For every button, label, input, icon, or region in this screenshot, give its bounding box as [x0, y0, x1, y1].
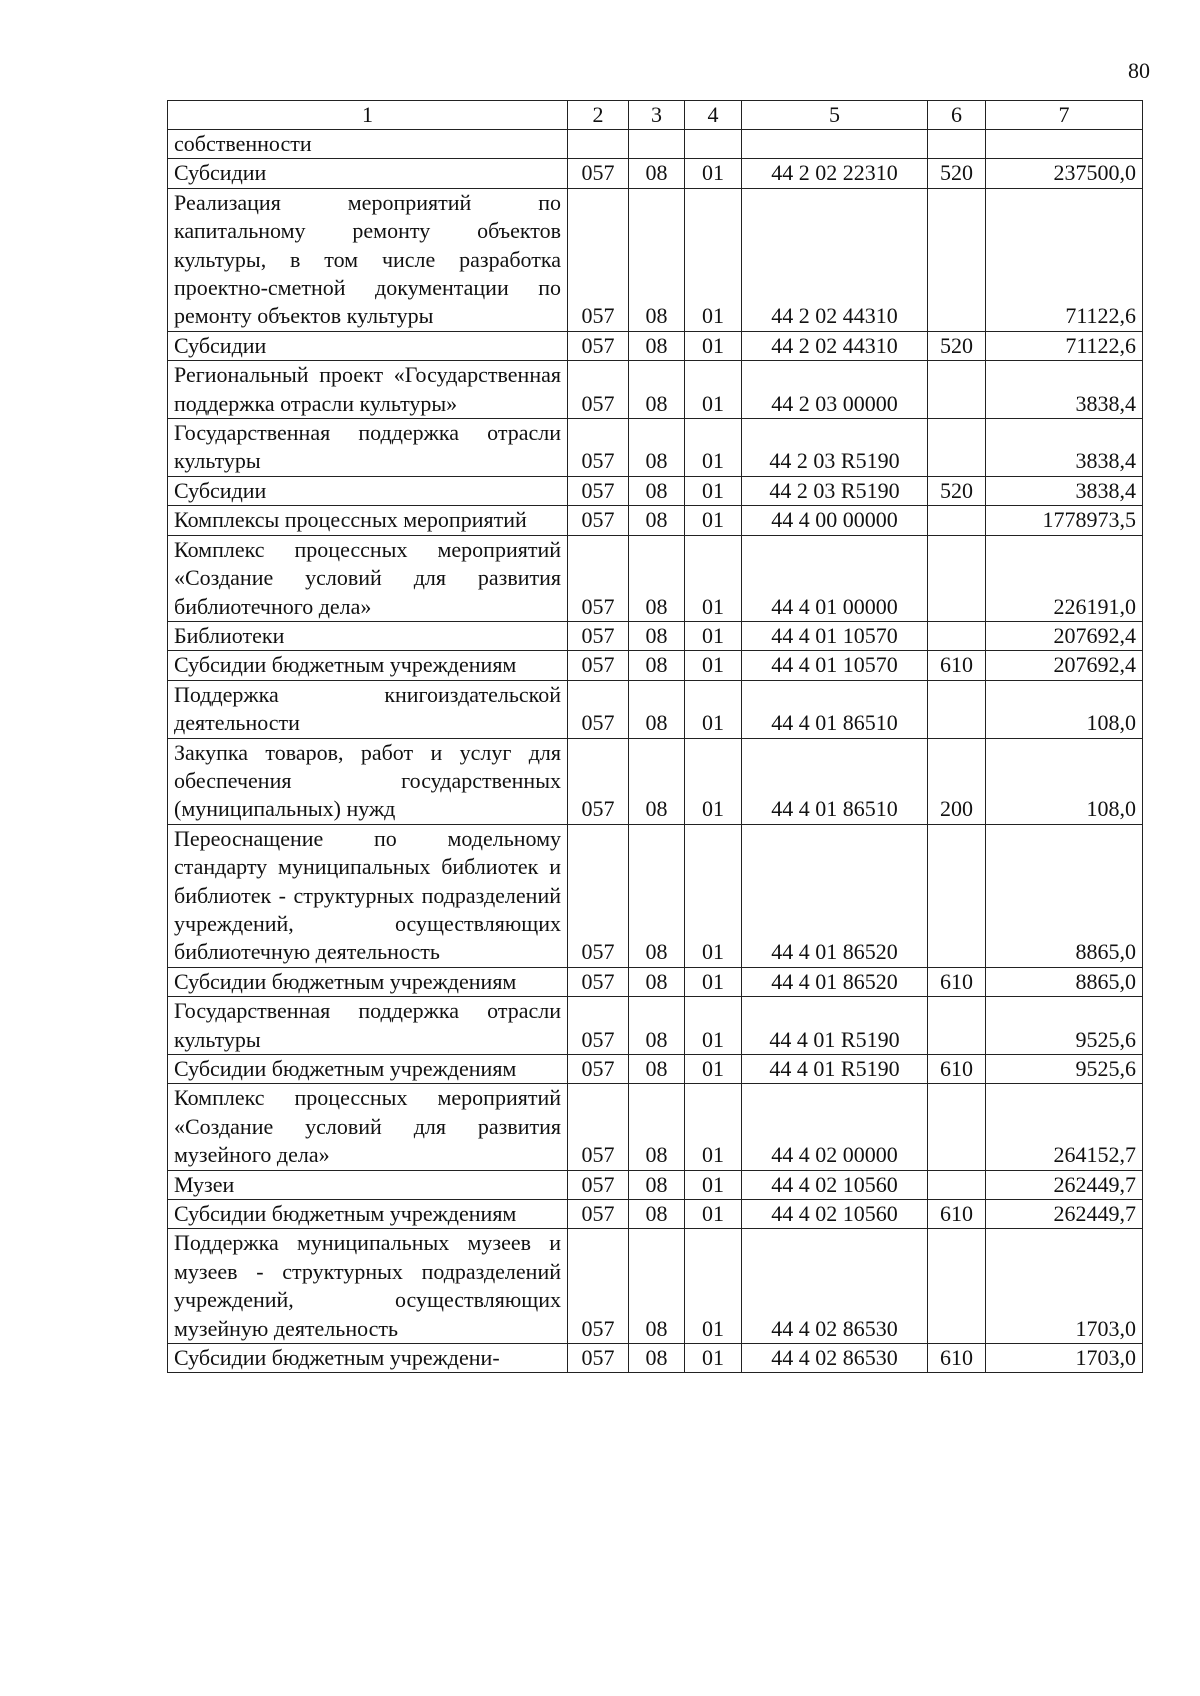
section-cell: 08	[629, 1200, 685, 1229]
table-row	[168, 1084, 1143, 1170]
subsection-cell: 01	[685, 361, 742, 419]
subsection-cell: 01	[685, 476, 742, 505]
header-cell: 5	[742, 101, 928, 130]
section-cell: 08	[629, 1055, 685, 1084]
section-cell: 08	[629, 997, 685, 1055]
expense-type-cell: 520	[928, 476, 986, 505]
subsection-cell: 01	[685, 1200, 742, 1229]
section-cell: 08	[629, 1084, 685, 1170]
table-row	[168, 331, 1143, 360]
row-name-cell: Переоснащение по модельному стандарту муниципальных библиотек и библиотек - структурных подразделений учреждений, осуществляющих библиотечную деятельность	[168, 824, 568, 967]
header-cell: 4	[685, 101, 742, 130]
target-article-cell: 44 4 00 00000	[742, 506, 928, 535]
target-article-cell: 44 4 01 R5190	[742, 1055, 928, 1084]
section-cell: 08	[629, 535, 685, 621]
ministry-code-cell: 057	[568, 188, 629, 331]
subsection-cell: 01	[685, 419, 742, 477]
ministry-code-cell: 057	[568, 535, 629, 621]
row-name-cell: Субсидии	[168, 331, 568, 360]
ministry-code-cell: 057	[568, 1170, 629, 1199]
amount-cell: 3838,4	[986, 361, 1143, 419]
row-name-cell: Комплексы процессных мероприятий	[168, 506, 568, 535]
row-name-cell: Региональный проект «Государственная поддержка отрасли культуры»	[168, 361, 568, 419]
target-article-cell: 44 4 01 86510	[742, 680, 928, 738]
amount-cell: 264152,7	[986, 1084, 1143, 1170]
section-cell: 08	[629, 651, 685, 680]
table-header-row	[168, 101, 1143, 130]
row-name-cell: Поддержка муниципальных музеев и музеев - структурных подразделений учреждений, осуществляющих музейную деятельность	[168, 1229, 568, 1344]
amount-cell: 1703,0	[986, 1344, 1143, 1373]
subsection-cell: 01	[685, 188, 742, 331]
row-name-cell: Субсидии бюджетным учреждениям	[168, 1055, 568, 1084]
amount-cell: 71122,6	[986, 188, 1143, 331]
target-article-cell	[742, 130, 928, 159]
target-article-cell: 44 4 02 86530	[742, 1344, 928, 1373]
row-name-cell: Реализация мероприятий по капитальному ремонту объектов культуры, в том числе разработка проектно-сметной документации по ремонту объектов культуры	[168, 188, 568, 331]
expense-type-cell: 520	[928, 331, 986, 360]
amount-cell: 226191,0	[986, 535, 1143, 621]
ministry-code-cell: 057	[568, 1055, 629, 1084]
amount-cell: 237500,0	[986, 159, 1143, 188]
table-row	[168, 188, 1143, 331]
table-row	[168, 159, 1143, 188]
ministry-code-cell: 057	[568, 651, 629, 680]
subsection-cell: 01	[685, 506, 742, 535]
row-name-cell: Поддержка книгоиздательской деятельности	[168, 680, 568, 738]
expense-type-cell	[928, 1170, 986, 1199]
ministry-code-cell: 057	[568, 1344, 629, 1373]
header-cell: 1	[168, 101, 568, 130]
expense-type-cell	[928, 1229, 986, 1344]
ministry-code-cell: 057	[568, 476, 629, 505]
section-cell: 08	[629, 967, 685, 996]
page-number: 80	[1128, 58, 1150, 83]
row-name-cell: Субсидии	[168, 476, 568, 505]
target-article-cell: 44 4 01 R5190	[742, 997, 928, 1055]
subsection-cell: 01	[685, 651, 742, 680]
target-article-cell: 44 2 03 00000	[742, 361, 928, 419]
section-cell: 08	[629, 738, 685, 824]
ministry-code-cell: 057	[568, 621, 629, 650]
ministry-code-cell: 057	[568, 738, 629, 824]
section-cell: 08	[629, 159, 685, 188]
table-row	[168, 361, 1143, 419]
amount-cell: 262449,7	[986, 1200, 1143, 1229]
header-cell: 6	[928, 101, 986, 130]
ministry-code-cell: 057	[568, 1084, 629, 1170]
expense-type-cell: 610	[928, 651, 986, 680]
expense-type-cell	[928, 361, 986, 419]
section-cell: 08	[629, 621, 685, 650]
target-article-cell: 44 4 01 10570	[742, 621, 928, 650]
amount-cell	[986, 130, 1143, 159]
section-cell: 08	[629, 824, 685, 967]
ministry-code-cell: 057	[568, 1200, 629, 1229]
subsection-cell: 01	[685, 1084, 742, 1170]
amount-cell: 8865,0	[986, 824, 1143, 967]
target-article-cell: 44 4 01 10570	[742, 651, 928, 680]
ministry-code-cell: 057	[568, 1229, 629, 1344]
subsection-cell: 01	[685, 1229, 742, 1344]
row-name-cell: Субсидии бюджетным учреждениям	[168, 651, 568, 680]
table-row	[168, 1200, 1143, 1229]
amount-cell: 1778973,5	[986, 506, 1143, 535]
row-name-cell: Субсидии	[168, 159, 568, 188]
target-article-cell: 44 4 01 86520	[742, 824, 928, 967]
expense-type-cell	[928, 824, 986, 967]
header-cell: 7	[986, 101, 1143, 130]
amount-cell: 71122,6	[986, 331, 1143, 360]
table-row	[168, 824, 1143, 967]
section-cell	[629, 130, 685, 159]
amount-cell: 9525,6	[986, 997, 1143, 1055]
row-name-cell: собственности	[168, 130, 568, 159]
expense-type-cell	[928, 419, 986, 477]
subsection-cell: 01	[685, 997, 742, 1055]
ministry-code-cell: 057	[568, 997, 629, 1055]
amount-cell: 207692,4	[986, 651, 1143, 680]
subsection-cell: 01	[685, 1344, 742, 1373]
expense-type-cell	[928, 680, 986, 738]
subsection-cell: 01	[685, 535, 742, 621]
target-article-cell: 44 4 02 10560	[742, 1170, 928, 1199]
section-cell: 08	[629, 1344, 685, 1373]
subsection-cell	[685, 130, 742, 159]
ministry-code-cell: 057	[568, 361, 629, 419]
expense-type-cell: 610	[928, 967, 986, 996]
row-name-cell: Музеи	[168, 1170, 568, 1199]
header-cell: 2	[568, 101, 629, 130]
subsection-cell: 01	[685, 159, 742, 188]
section-cell: 08	[629, 506, 685, 535]
table-row	[168, 130, 1143, 159]
expense-type-cell	[928, 1084, 986, 1170]
table-row	[168, 1229, 1143, 1344]
amount-cell: 9525,6	[986, 1055, 1143, 1084]
ministry-code-cell: 057	[568, 680, 629, 738]
target-article-cell: 44 4 02 10560	[742, 1200, 928, 1229]
row-name-cell: Государственная поддержка отрасли культуры	[168, 997, 568, 1055]
amount-cell: 262449,7	[986, 1170, 1143, 1199]
subsection-cell: 01	[685, 621, 742, 650]
row-name-cell: Комплекс процессных мероприятий «Создание условий для развития библиотечного дела»	[168, 535, 568, 621]
expense-type-cell: 520	[928, 159, 986, 188]
ministry-code-cell: 057	[568, 159, 629, 188]
table-row	[168, 1344, 1143, 1373]
subsection-cell: 01	[685, 824, 742, 967]
target-article-cell: 44 2 03 R5190	[742, 419, 928, 477]
target-article-cell: 44 4 01 86510	[742, 738, 928, 824]
ministry-code-cell: 057	[568, 824, 629, 967]
subsection-cell: 01	[685, 967, 742, 996]
expense-type-cell	[928, 506, 986, 535]
amount-cell: 8865,0	[986, 967, 1143, 996]
ministry-code-cell: 057	[568, 506, 629, 535]
target-article-cell: 44 4 01 86520	[742, 967, 928, 996]
subsection-cell: 01	[685, 738, 742, 824]
ministry-code-cell: 057	[568, 419, 629, 477]
target-article-cell: 44 2 02 44310	[742, 188, 928, 331]
amount-cell: 207692,4	[986, 621, 1143, 650]
subsection-cell: 01	[685, 1170, 742, 1199]
expense-type-cell	[928, 535, 986, 621]
expense-type-cell	[928, 130, 986, 159]
subsection-cell: 01	[685, 331, 742, 360]
row-name-cell: Библиотеки	[168, 621, 568, 650]
section-cell: 08	[629, 1170, 685, 1199]
table-row	[168, 1055, 1143, 1084]
section-cell: 08	[629, 331, 685, 360]
amount-cell: 108,0	[986, 680, 1143, 738]
expense-type-cell	[928, 188, 986, 331]
expense-type-cell: 610	[928, 1055, 986, 1084]
section-cell: 08	[629, 361, 685, 419]
target-article-cell: 44 2 02 44310	[742, 331, 928, 360]
ministry-code-cell	[568, 130, 629, 159]
section-cell: 08	[629, 188, 685, 331]
expense-type-cell: 200	[928, 738, 986, 824]
row-name-cell: Комплекс процессных мероприятий «Создание условий для развития музейного дела»	[168, 1084, 568, 1170]
table-row	[168, 621, 1143, 650]
row-name-cell: Субсидии бюджетным учреждени-	[168, 1344, 568, 1373]
section-cell: 08	[629, 680, 685, 738]
row-name-cell: Субсидии бюджетным учреждениям	[168, 967, 568, 996]
target-article-cell: 44 4 02 86530	[742, 1229, 928, 1344]
section-cell: 08	[629, 419, 685, 477]
table-row	[168, 476, 1143, 505]
ministry-code-cell: 057	[568, 967, 629, 996]
table-row	[168, 535, 1143, 621]
table-row	[168, 419, 1143, 477]
table-row	[168, 997, 1143, 1055]
row-name-cell: Государственная поддержка отрасли культуры	[168, 419, 568, 477]
amount-cell: 1703,0	[986, 1229, 1143, 1344]
amount-cell: 3838,4	[986, 419, 1143, 477]
expense-type-cell	[928, 997, 986, 1055]
header-cell: 3	[629, 101, 685, 130]
row-name-cell: Закупка товаров, работ и услуг для обеспечения государственных (муниципальных) нужд	[168, 738, 568, 824]
table-row	[168, 651, 1143, 680]
ministry-code-cell: 057	[568, 331, 629, 360]
table-row	[168, 506, 1143, 535]
amount-cell: 108,0	[986, 738, 1143, 824]
amount-cell: 3838,4	[986, 476, 1143, 505]
row-name-cell: Субсидии бюджетным учреждениям	[168, 1200, 568, 1229]
table-row	[168, 1170, 1143, 1199]
expense-type-cell: 610	[928, 1200, 986, 1229]
target-article-cell: 44 2 02 22310	[742, 159, 928, 188]
table-row	[168, 680, 1143, 738]
section-cell: 08	[629, 476, 685, 505]
table-row	[168, 738, 1143, 824]
target-article-cell: 44 4 02 00000	[742, 1084, 928, 1170]
target-article-cell: 44 4 01 00000	[742, 535, 928, 621]
table-row	[168, 967, 1143, 996]
expense-type-cell: 610	[928, 1344, 986, 1373]
section-cell: 08	[629, 1229, 685, 1344]
budget-table	[167, 100, 1143, 1373]
subsection-cell: 01	[685, 680, 742, 738]
expense-type-cell	[928, 621, 986, 650]
subsection-cell: 01	[685, 1055, 742, 1084]
target-article-cell: 44 2 03 R5190	[742, 476, 928, 505]
